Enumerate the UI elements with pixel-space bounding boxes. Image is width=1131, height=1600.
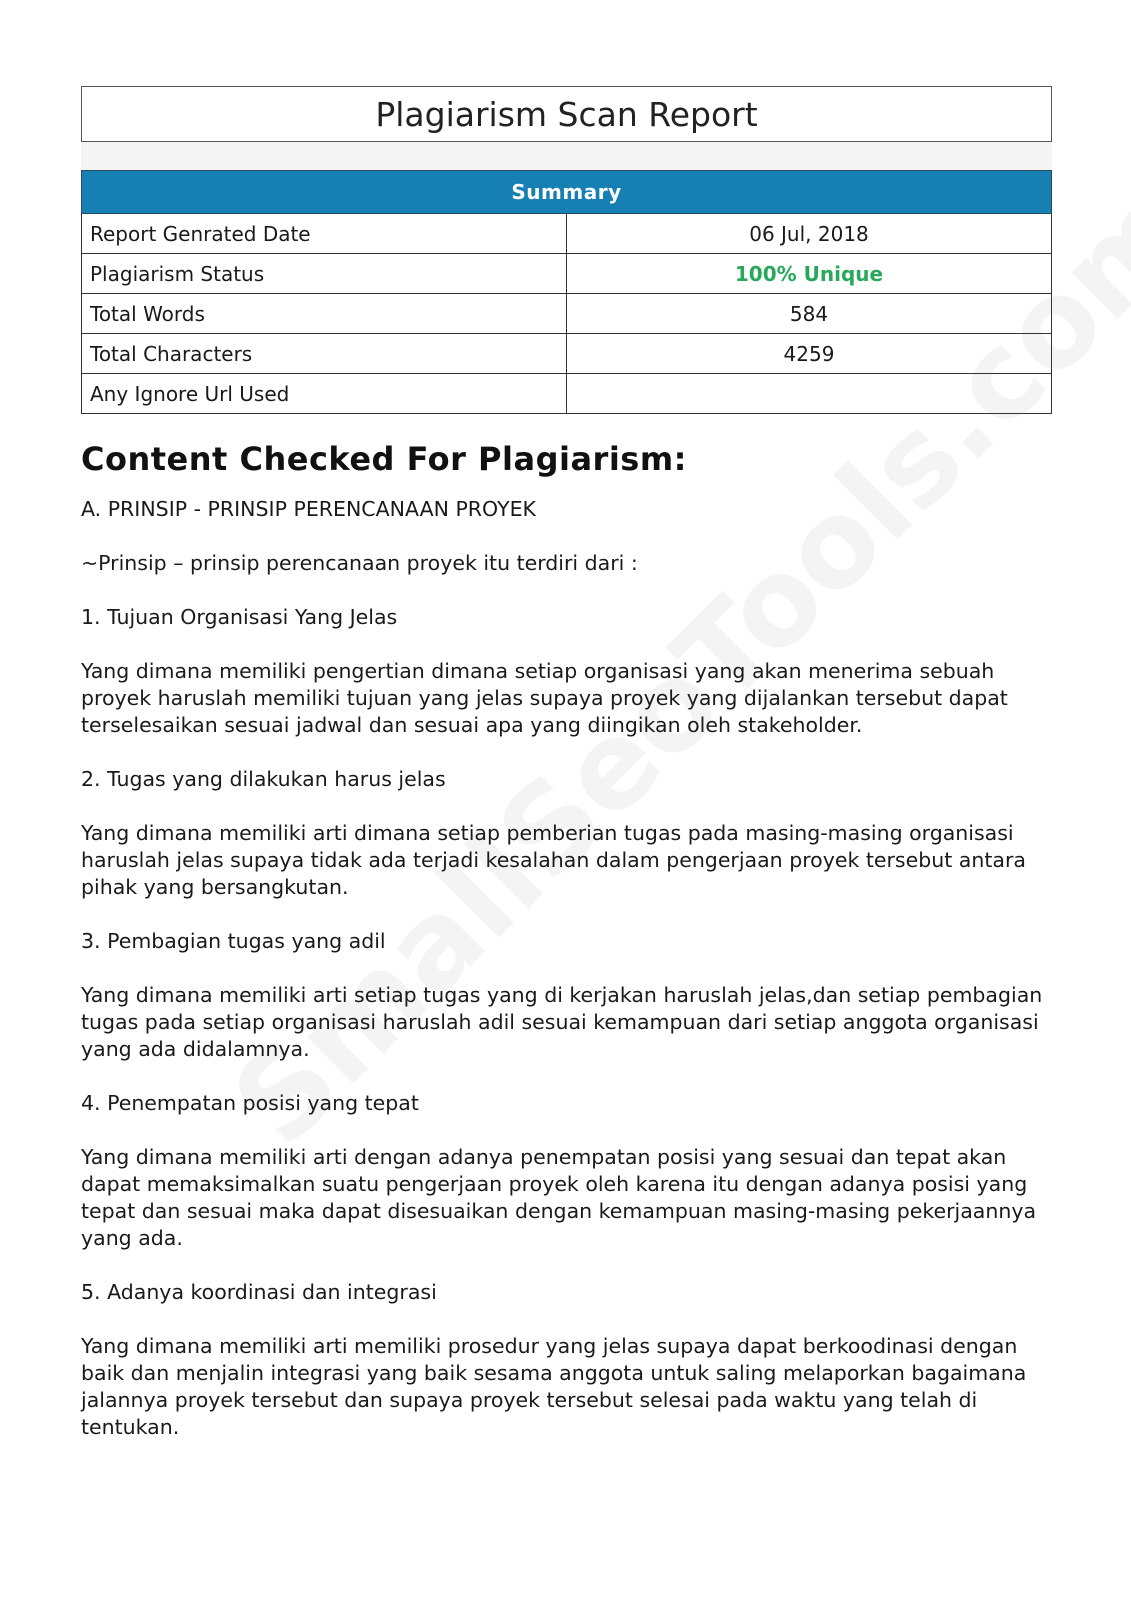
summary-label: Report Genrated Date: [82, 214, 567, 254]
content-paragraph: Yang dimana memiliki arti memiliki prosedur yang jelas supaya dapat berkoodinasi dengan baik dan menjalin integrasi yang baik sesama anggota untuk saling melaporkan bagaimana jalannya proyek tersebut dan supaya proyek tersebut selesai pada waktu yang telah di tentukan.: [81, 1334, 1027, 1439]
content-paragraph: Yang dimana memiliki arti setiap tugas yang di kerjakan haruslah jelas,dan setiap pembagian tugas pada setiap organisasi haruslah adil sesuai kemampuan dari setiap anggota organisasi yang ada didalamnya.: [81, 983, 1043, 1061]
summary-value-date: 06 Jul, 2018: [567, 214, 1052, 254]
summary-value-ignore-url: [567, 374, 1052, 414]
report-page: [81, 86, 1052, 1468]
summary-row-ignore-url: [82, 374, 1052, 414]
summary-row-status: [82, 254, 1052, 294]
content-paragraph: ~Prinsip – prinsip perencanaan proyek itu terdiri dari :: [81, 551, 638, 575]
summary-row-words: [82, 294, 1052, 334]
summary-header: Summary: [82, 171, 1052, 214]
summary-label: Total Words: [82, 294, 567, 334]
content-paragraph: 2. Tugas yang dilakukan harus jelas: [81, 767, 446, 791]
content-paragraph: Yang dimana memiliki arti dengan adanya penempatan posisi yang sesuai dan tepat akan dapat memaksimalkan suatu pengerjaan proyek oleh karena itu dengan adanya posisi yang tepat dan sesuai maka dapat disesuaikan dengan kemampuan masing-masing pekerjaannya yang ada.: [81, 1145, 1037, 1250]
checked-content: [81, 496, 1052, 1441]
summary-label: Plagiarism Status: [82, 254, 567, 294]
content-paragraph: 1. Tujuan Organisasi Yang Jelas: [81, 605, 398, 629]
summary-label: Total Characters: [82, 334, 567, 374]
summary-row-characters: [82, 334, 1052, 374]
title-divider-band: [81, 142, 1052, 170]
content-paragraph: 3. Pembagian tugas yang adil: [81, 929, 386, 953]
content-heading: Content Checked For Plagiarism:: [81, 440, 687, 478]
summary-table: [81, 170, 1052, 414]
content-paragraph: A. PRINSIP - PRINSIP PERENCANAAN PROYEK: [81, 497, 536, 521]
summary-row-date: [82, 214, 1052, 254]
content-paragraph: 4. Penempatan posisi yang tepat: [81, 1091, 419, 1115]
content-paragraph: Yang dimana memiliki arti dimana setiap pemberian tugas pada masing-masing organisasi haruslah jelas supaya tidak ada terjadi kesalahan dalam pengerjaan proyek tersebut antara pihak yang bersangkutan.: [81, 821, 1026, 899]
content-paragraph: Yang dimana memiliki pengertian dimana setiap organisasi yang akan menerima sebuah proyek haruslah memiliki tujuan yang jelas supaya proyek yang dijalankan tersebut dapat terselesaikan sesuai jadwal dan sesuai apa yang diingikan oleh stakeholder.: [81, 659, 1008, 737]
report-title: Plagiarism Scan Report: [81, 86, 1052, 142]
summary-value-words: 584: [567, 294, 1052, 334]
summary-value-characters: 4259: [567, 334, 1052, 374]
summary-label: Any Ignore Url Used: [82, 374, 567, 414]
plagiarism-status-badge: 100% Unique: [567, 254, 1052, 294]
content-paragraph: 5. Adanya koordinasi dan integrasi: [81, 1280, 437, 1304]
